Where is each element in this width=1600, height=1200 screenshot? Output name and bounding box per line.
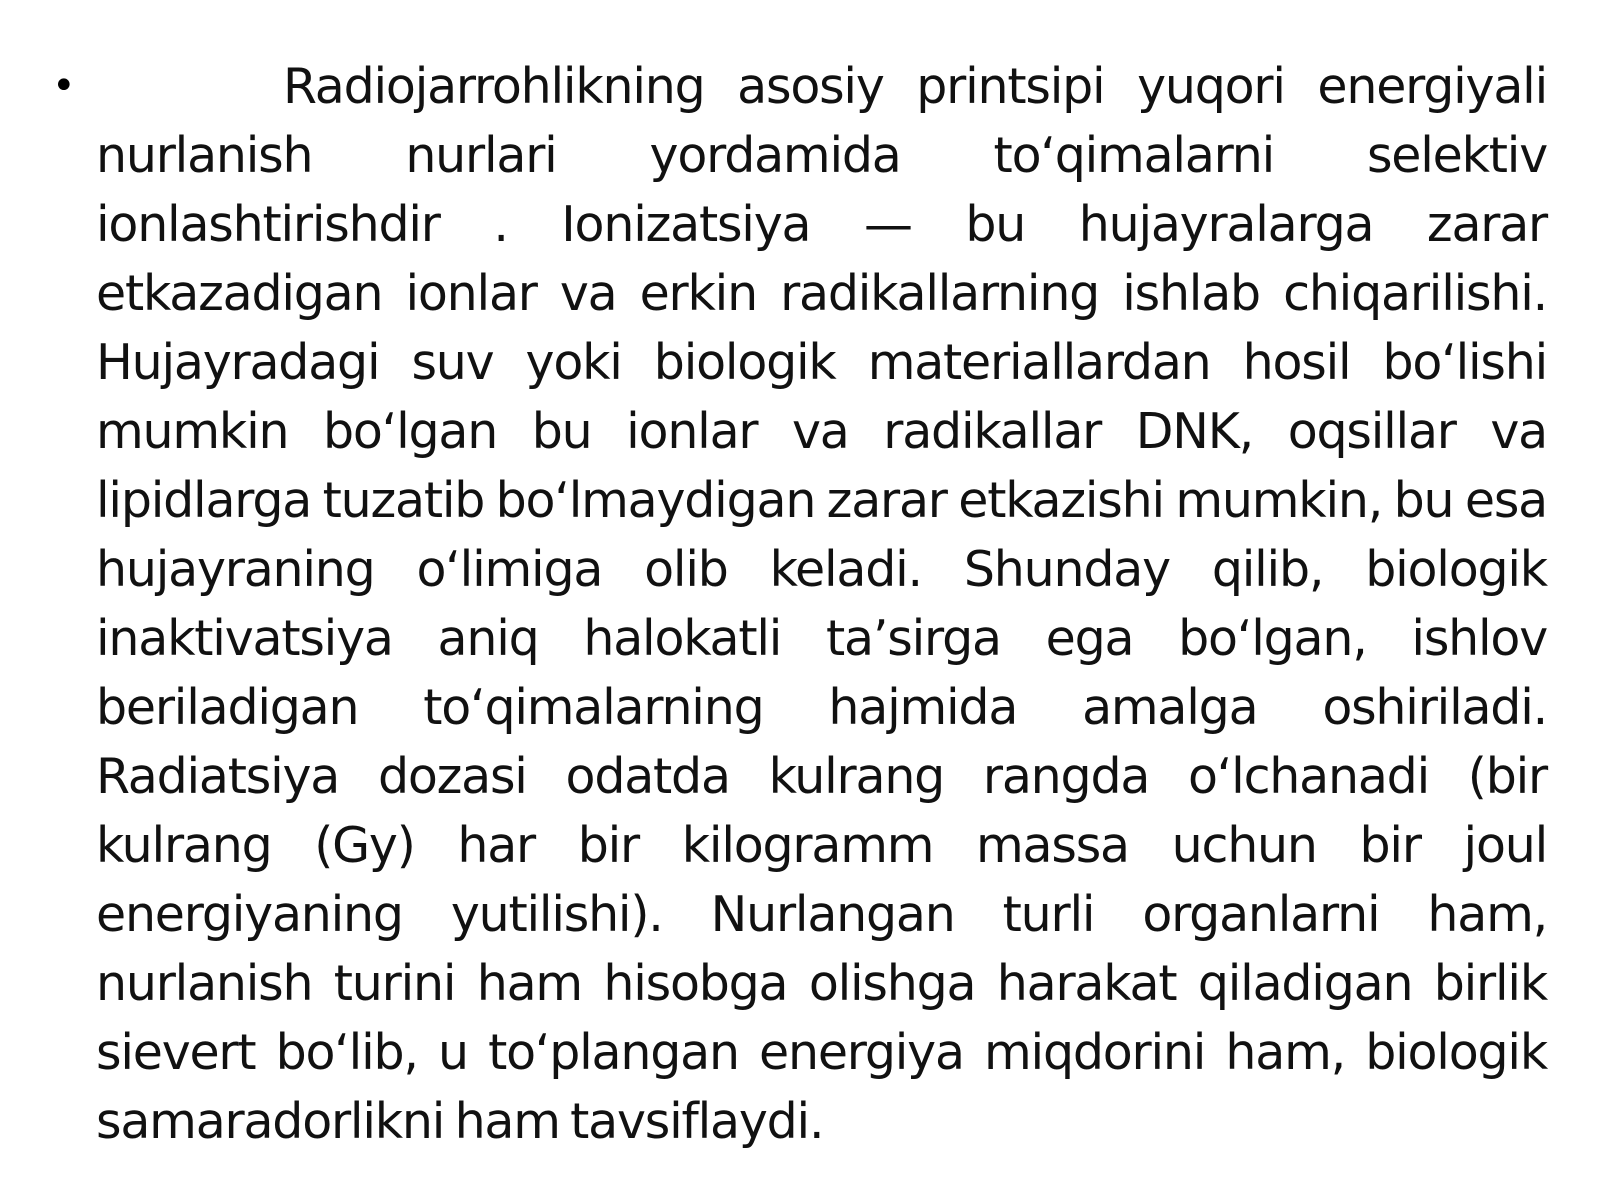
bullet-icon: •	[52, 63, 76, 109]
body-paragraph: Radiojarrohlikning asosiy printsipi yuqori energiyali nurlanish nurlari yordamida to‘qimalarni selektiv ionlashtirishdir . Ionizatsiya — bu hujayralarga zarar etkazadigan ionlar va erkin radikallarning ishlab chiqarilishi. Hujayradagi suv yoki biologik materiallardan hosil bo‘lishi mumkin bo‘lgan bu ionlar va radikallar DNK, oqsillar va lipidlarga tuzatib bo‘lmaydigan zarar etkazishi mumkin, bu esa hujayraning o‘limiga olib keladi. Shunday qilib, biologik inaktivatsiya aniq halokatli ta’sirga ega bo‘lgan, ishlov beriladigan to‘qimalarning hajmida amalga oshiriladi. Radiatsiya dozasi odatda kulrang rangda o‘lchanadi (bir kulrang (Gy) har bir kilogramm massa uchun bir joul energiyaning yutilishi). Nurlangan turli organlarni ham, nurlanish turini ham hisobga olishga harakat qiladigan birlik sievert bo‘lib, u to‘plangan energiya miqdorini ham, biologik samaradorlikni ham tavsiflaydi.	[96, 58, 1547, 1150]
bullet-item	[52, 52, 1552, 1156]
